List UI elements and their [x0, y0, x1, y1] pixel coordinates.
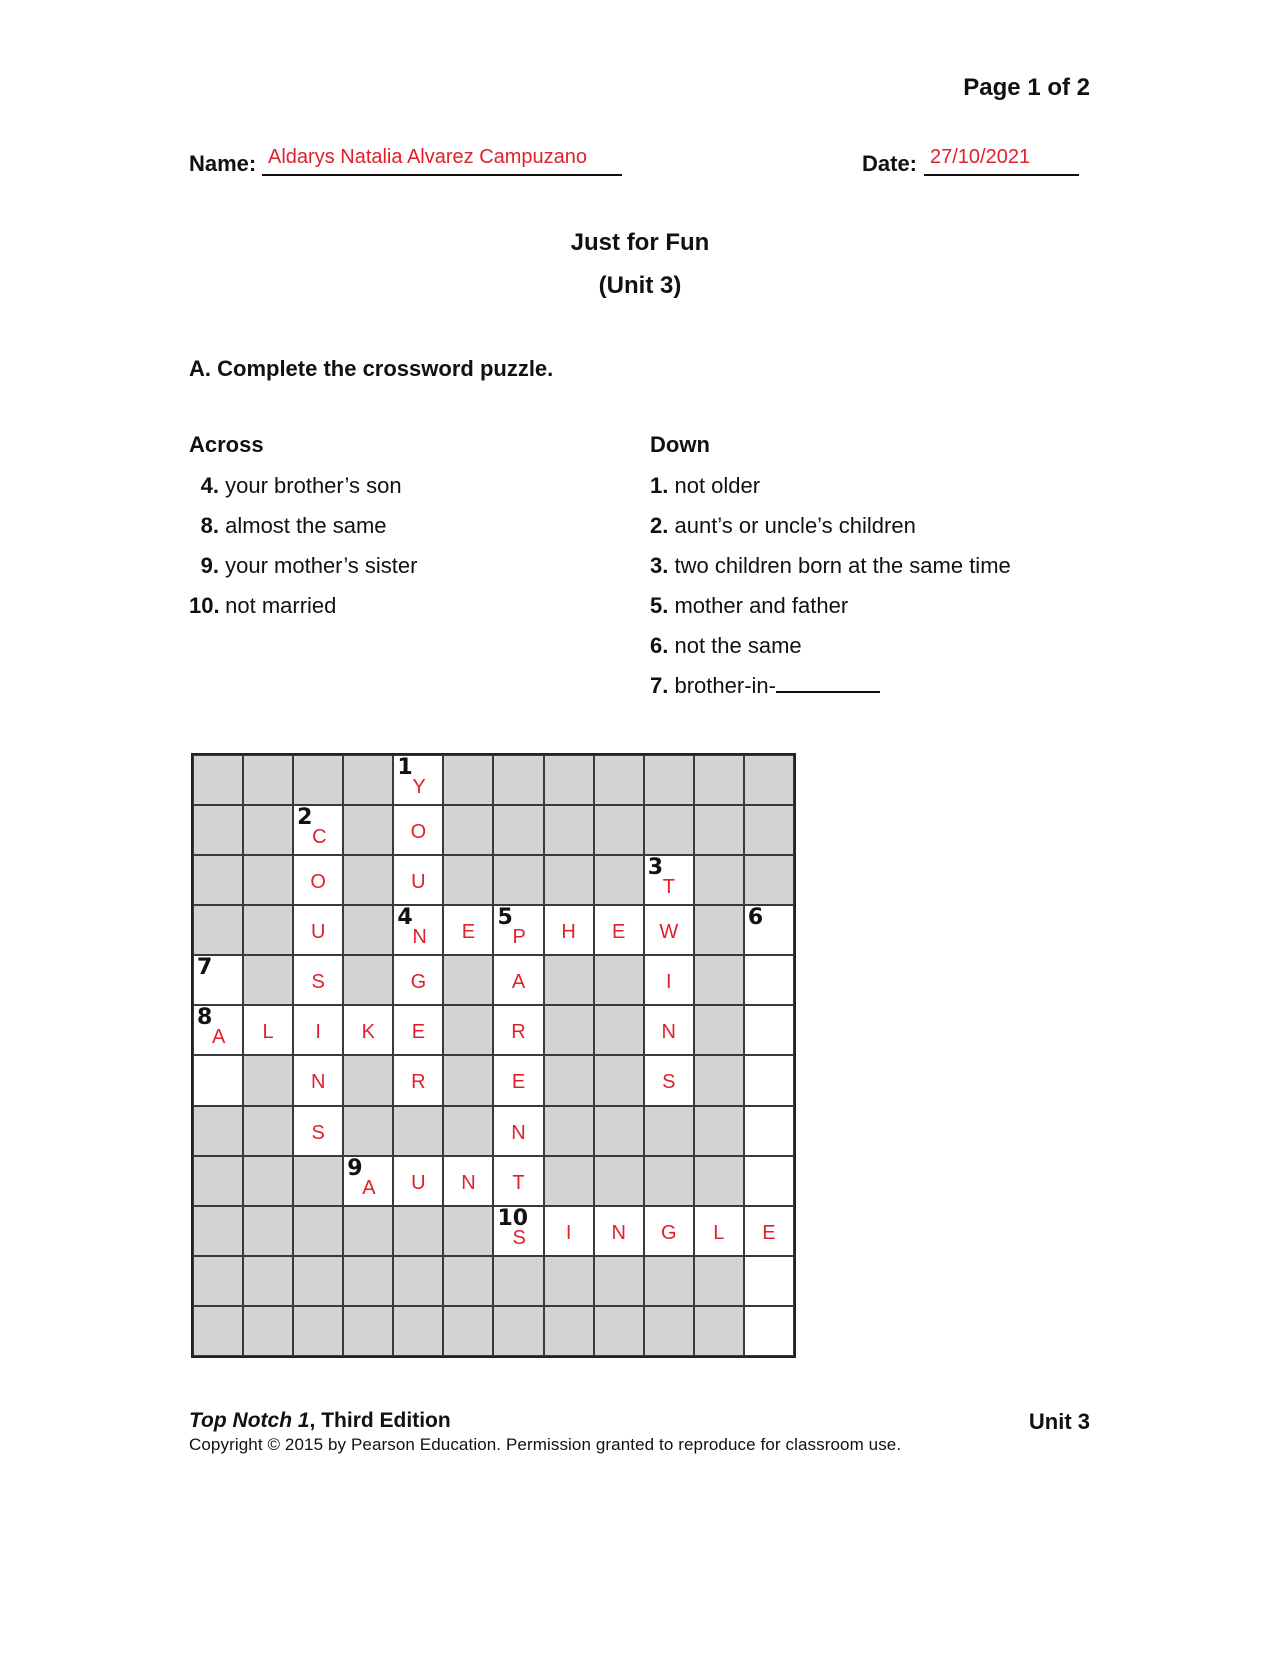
cell-letter: U [310, 921, 326, 944]
clue-number: 3 [647, 855, 664, 881]
answer-cell[interactable] [644, 955, 694, 1005]
clue-number: 10 [497, 1205, 529, 1231]
answer-cell[interactable] [493, 1206, 543, 1256]
blocked-cell [694, 805, 744, 855]
blocked-cell [243, 905, 293, 955]
blocked-cell [544, 1256, 594, 1306]
blocked-cell [243, 1256, 293, 1306]
clue-across-9: 9. your mother’s sister [200, 553, 418, 578]
blocked-cell [193, 905, 243, 955]
blocked-cell [594, 1055, 644, 1105]
blocked-cell [393, 1306, 443, 1356]
blocked-cell [644, 1106, 694, 1156]
blocked-cell [644, 1306, 694, 1356]
blocked-cell [594, 955, 644, 1005]
blocked-cell [343, 955, 393, 1005]
blocked-cell [243, 1055, 293, 1105]
blocked-cell [644, 1256, 694, 1306]
blocked-cell [544, 855, 594, 905]
cell-letter: O [410, 821, 427, 844]
cell-letter: E [612, 921, 626, 944]
blocked-cell [393, 1206, 443, 1256]
blocked-cell [744, 805, 794, 855]
cell-letter: A [362, 1176, 376, 1199]
clue-number: 7 [197, 955, 213, 981]
instruction: A. Complete the crossword puzzle. [189, 356, 554, 381]
blocked-cell [393, 1256, 443, 1306]
blocked-cell [293, 1156, 343, 1206]
blocked-cell [343, 1306, 393, 1356]
answer-cell[interactable] [293, 805, 343, 855]
blocked-cell [243, 755, 293, 805]
answer-cell[interactable] [594, 1206, 644, 1256]
clue-down-7: 7. brother-in- [650, 666, 1011, 706]
cell-letter: A [511, 971, 526, 994]
cell-letter: N [412, 926, 427, 949]
answer-cell[interactable] [293, 1055, 343, 1105]
answer-cell[interactable] [644, 855, 694, 905]
blocked-cell [594, 805, 644, 855]
answer-cell[interactable] [493, 1055, 543, 1105]
blocked-cell [744, 855, 794, 905]
blocked-cell [443, 1306, 493, 1356]
cell-letter: W [659, 921, 679, 944]
blocked-cell [343, 905, 393, 955]
blocked-cell [343, 755, 393, 805]
answer-cell[interactable] [393, 855, 443, 905]
answer-cell[interactable] [393, 1005, 443, 1055]
answer-cell[interactable] [393, 755, 443, 805]
clue-across-8: 8. almost the same [200, 513, 387, 538]
answer-cell[interactable] [744, 1005, 794, 1055]
blocked-cell [694, 905, 744, 955]
blocked-cell [243, 1306, 293, 1356]
cell-letter: N [511, 1121, 526, 1144]
copyright: Copyright © 2015 by Pearson Education. Permission granted to reproduce for classroom use. [189, 1435, 902, 1454]
blocked-cell [443, 1005, 493, 1055]
cell-letter: C [312, 826, 327, 849]
cell-letter: N [310, 1071, 326, 1094]
answer-cell[interactable] [293, 955, 343, 1005]
blocked-cell [694, 1055, 744, 1105]
cell-letter: N [661, 1021, 676, 1044]
answer-cell[interactable] [744, 1156, 794, 1206]
blocked-cell [293, 1306, 343, 1356]
answer-cell[interactable] [343, 1156, 393, 1206]
cell-letter: R [511, 1021, 526, 1044]
answer-cell[interactable] [393, 1055, 443, 1105]
answer-cell[interactable] [493, 905, 543, 955]
clue-across-10: 10. not married [189, 593, 337, 618]
answer-cell[interactable] [694, 1206, 744, 1256]
blocked-cell [343, 1055, 393, 1105]
cell-letter: E [762, 1221, 776, 1244]
blocked-cell [193, 855, 243, 905]
blocked-cell [443, 1106, 493, 1156]
blocked-cell [243, 955, 293, 1005]
clue-number: 5 [497, 905, 513, 931]
answer-cell[interactable] [644, 1005, 694, 1055]
blocked-cell [443, 1055, 493, 1105]
clue-across-4: 4. your brother’s son [200, 473, 402, 498]
answer-cell[interactable] [493, 1156, 543, 1206]
answer-cell[interactable] [544, 905, 594, 955]
answer-cell[interactable] [744, 905, 794, 955]
answer-cell[interactable] [293, 905, 343, 955]
blocked-cell [694, 955, 744, 1005]
blocked-cell [343, 1256, 393, 1306]
blocked-cell [293, 755, 343, 805]
cell-letter: S [311, 1121, 325, 1144]
page-number: Page 1 of 2 [963, 74, 1090, 101]
blocked-cell [544, 1055, 594, 1105]
blocked-cell [493, 855, 543, 905]
answer-cell[interactable] [393, 1156, 443, 1206]
answer-cell[interactable] [744, 1256, 794, 1306]
name-field[interactable] [262, 146, 622, 176]
blocked-cell [493, 755, 543, 805]
blocked-cell [544, 1306, 594, 1356]
blocked-cell [694, 1106, 744, 1156]
cell-letter: T [512, 1171, 525, 1194]
blocked-cell [243, 1156, 293, 1206]
answer-cell[interactable] [493, 1106, 543, 1156]
crossword-grid [191, 753, 796, 1358]
blocked-cell [544, 1156, 594, 1206]
answer-cell[interactable] [744, 1306, 794, 1356]
worksheet-subtitle: (Unit 3) [598, 272, 682, 299]
blocked-cell [644, 755, 694, 805]
clue-down-3: 3. two children born at the same time [650, 553, 1011, 578]
blocked-cell [193, 1206, 243, 1256]
blocked-cell [343, 1206, 393, 1256]
book-title: Top Notch 1, Third Edition [189, 1409, 451, 1432]
answer-cell[interactable] [343, 1005, 393, 1055]
cell-letter: G [410, 971, 427, 994]
answer-cell[interactable] [293, 1005, 343, 1055]
answer-cell[interactable] [744, 1206, 794, 1256]
blocked-cell [694, 1256, 744, 1306]
date-label: Date: [862, 151, 918, 176]
blocked-cell [694, 755, 744, 805]
blocked-cell [193, 755, 243, 805]
cell-letter: E [411, 1021, 426, 1044]
blocked-cell [493, 1306, 543, 1356]
cell-letter: I [666, 971, 672, 994]
answer-cell[interactable] [393, 805, 443, 855]
blocked-cell [544, 755, 594, 805]
cell-letter: N [611, 1221, 626, 1244]
blocked-cell [694, 1156, 744, 1206]
unit-label: Unit 3 [1028, 1409, 1090, 1434]
clue-number: 2 [297, 805, 313, 831]
answer-cell[interactable] [193, 1055, 243, 1105]
blocked-cell [493, 805, 543, 855]
blocked-cell [694, 1005, 744, 1055]
blocked-cell [644, 1156, 694, 1206]
clue-number: 9 [347, 1155, 363, 1181]
down-heading: Down [650, 432, 710, 457]
blocked-cell [744, 755, 794, 805]
blocked-cell [193, 1156, 243, 1206]
answer-cell[interactable] [243, 1005, 293, 1055]
blocked-cell [544, 955, 594, 1005]
cell-letter: H [561, 921, 576, 944]
answer-cell[interactable] [594, 905, 644, 955]
blocked-cell [594, 855, 644, 905]
answer-cell[interactable] [493, 955, 543, 1005]
blocked-cell [594, 1256, 644, 1306]
cell-letter: L [713, 1221, 725, 1244]
clue-down-1: 1. not older [650, 473, 761, 498]
name-value: Aldarys Natalia Alvarez Campuzano [268, 146, 588, 168]
blocked-cell [293, 1256, 343, 1306]
cell-letter: I [315, 1021, 321, 1044]
blocked-cell [594, 1106, 644, 1156]
answer-cell[interactable] [443, 1156, 493, 1206]
blocked-cell [443, 805, 493, 855]
blocked-cell [544, 805, 594, 855]
answer-cell[interactable] [744, 955, 794, 1005]
cell-letter: S [311, 971, 325, 994]
answer-cell[interactable] [393, 905, 443, 955]
answer-cell[interactable] [744, 1106, 794, 1156]
across-clues [189, 432, 418, 626]
blocked-cell [193, 805, 243, 855]
clue-number: 6 [747, 905, 764, 931]
blocked-cell [594, 1306, 644, 1356]
worksheet-title: Just for Fun [570, 229, 710, 256]
blocked-cell [644, 805, 694, 855]
blocked-cell [594, 1005, 644, 1055]
answer-cell[interactable] [443, 905, 493, 955]
cell-letter: S [512, 1226, 526, 1249]
clue-number: 8 [197, 1005, 213, 1031]
answer-cell[interactable] [493, 1005, 543, 1055]
cell-letter: G [661, 1221, 677, 1244]
across-heading: Across [189, 432, 264, 457]
blocked-cell [243, 855, 293, 905]
cell-letter: K [361, 1021, 375, 1044]
answer-cell[interactable] [193, 1005, 243, 1055]
cell-letter: R [411, 1071, 426, 1094]
blocked-cell [243, 805, 293, 855]
blocked-cell [343, 855, 393, 905]
blocked-cell [443, 755, 493, 805]
date-field[interactable] [924, 146, 1079, 176]
clue-down-5: 5. mother and father [650, 593, 849, 618]
blocked-cell [694, 855, 744, 905]
answer-cell[interactable] [293, 855, 343, 905]
cell-letter: I [565, 1221, 572, 1244]
blocked-cell [293, 1206, 343, 1256]
cell-letter: U [411, 1171, 426, 1194]
answer-cell[interactable] [644, 1055, 694, 1105]
blocked-cell [193, 1106, 243, 1156]
answer-blank [776, 671, 880, 693]
blocked-cell [594, 1156, 644, 1206]
answer-cell[interactable] [393, 955, 443, 1005]
blocked-cell [443, 955, 493, 1005]
blocked-cell [393, 1106, 443, 1156]
blocked-cell [343, 1106, 393, 1156]
blocked-cell [443, 855, 493, 905]
date-value: 27/10/2021 [930, 146, 1031, 168]
blocked-cell [493, 1256, 543, 1306]
clue-number: 4 [397, 905, 413, 931]
down-clues [650, 432, 1011, 706]
answer-cell[interactable] [744, 1055, 794, 1105]
blocked-cell [443, 1206, 493, 1256]
blocked-cell [594, 755, 644, 805]
cell-letter: P [512, 926, 526, 949]
cell-letter: U [411, 871, 426, 894]
answer-cell[interactable] [644, 1206, 694, 1256]
cell-letter: S [662, 1071, 676, 1094]
answer-cell[interactable] [644, 905, 694, 955]
blocked-cell [544, 1005, 594, 1055]
blocked-cell [343, 805, 393, 855]
cell-letter: E [511, 1071, 526, 1094]
cell-letter: T [662, 876, 675, 899]
blocked-cell [193, 1256, 243, 1306]
cell-letter: N [461, 1171, 476, 1194]
blocked-cell [694, 1306, 744, 1356]
answer-cell[interactable] [193, 955, 243, 1005]
answer-cell[interactable] [293, 1106, 343, 1156]
clue-down-2: 2. aunt’s or uncle’s children [650, 513, 916, 538]
cell-letter: E [461, 921, 476, 944]
blocked-cell [544, 1106, 594, 1156]
blocked-cell [243, 1206, 293, 1256]
blocked-cell [443, 1256, 493, 1306]
clue-number: 1 [397, 755, 413, 780]
blocked-cell [193, 1306, 243, 1356]
blocked-cell [243, 1106, 293, 1156]
cell-letter: L [262, 1021, 274, 1044]
clue-down-6: 6. not the same [650, 633, 802, 658]
cell-letter: O [310, 871, 326, 894]
name-label: Name: [189, 151, 257, 176]
cell-letter: A [212, 1026, 226, 1049]
cell-letter: Y [412, 776, 426, 798]
answer-cell[interactable] [544, 1206, 594, 1256]
